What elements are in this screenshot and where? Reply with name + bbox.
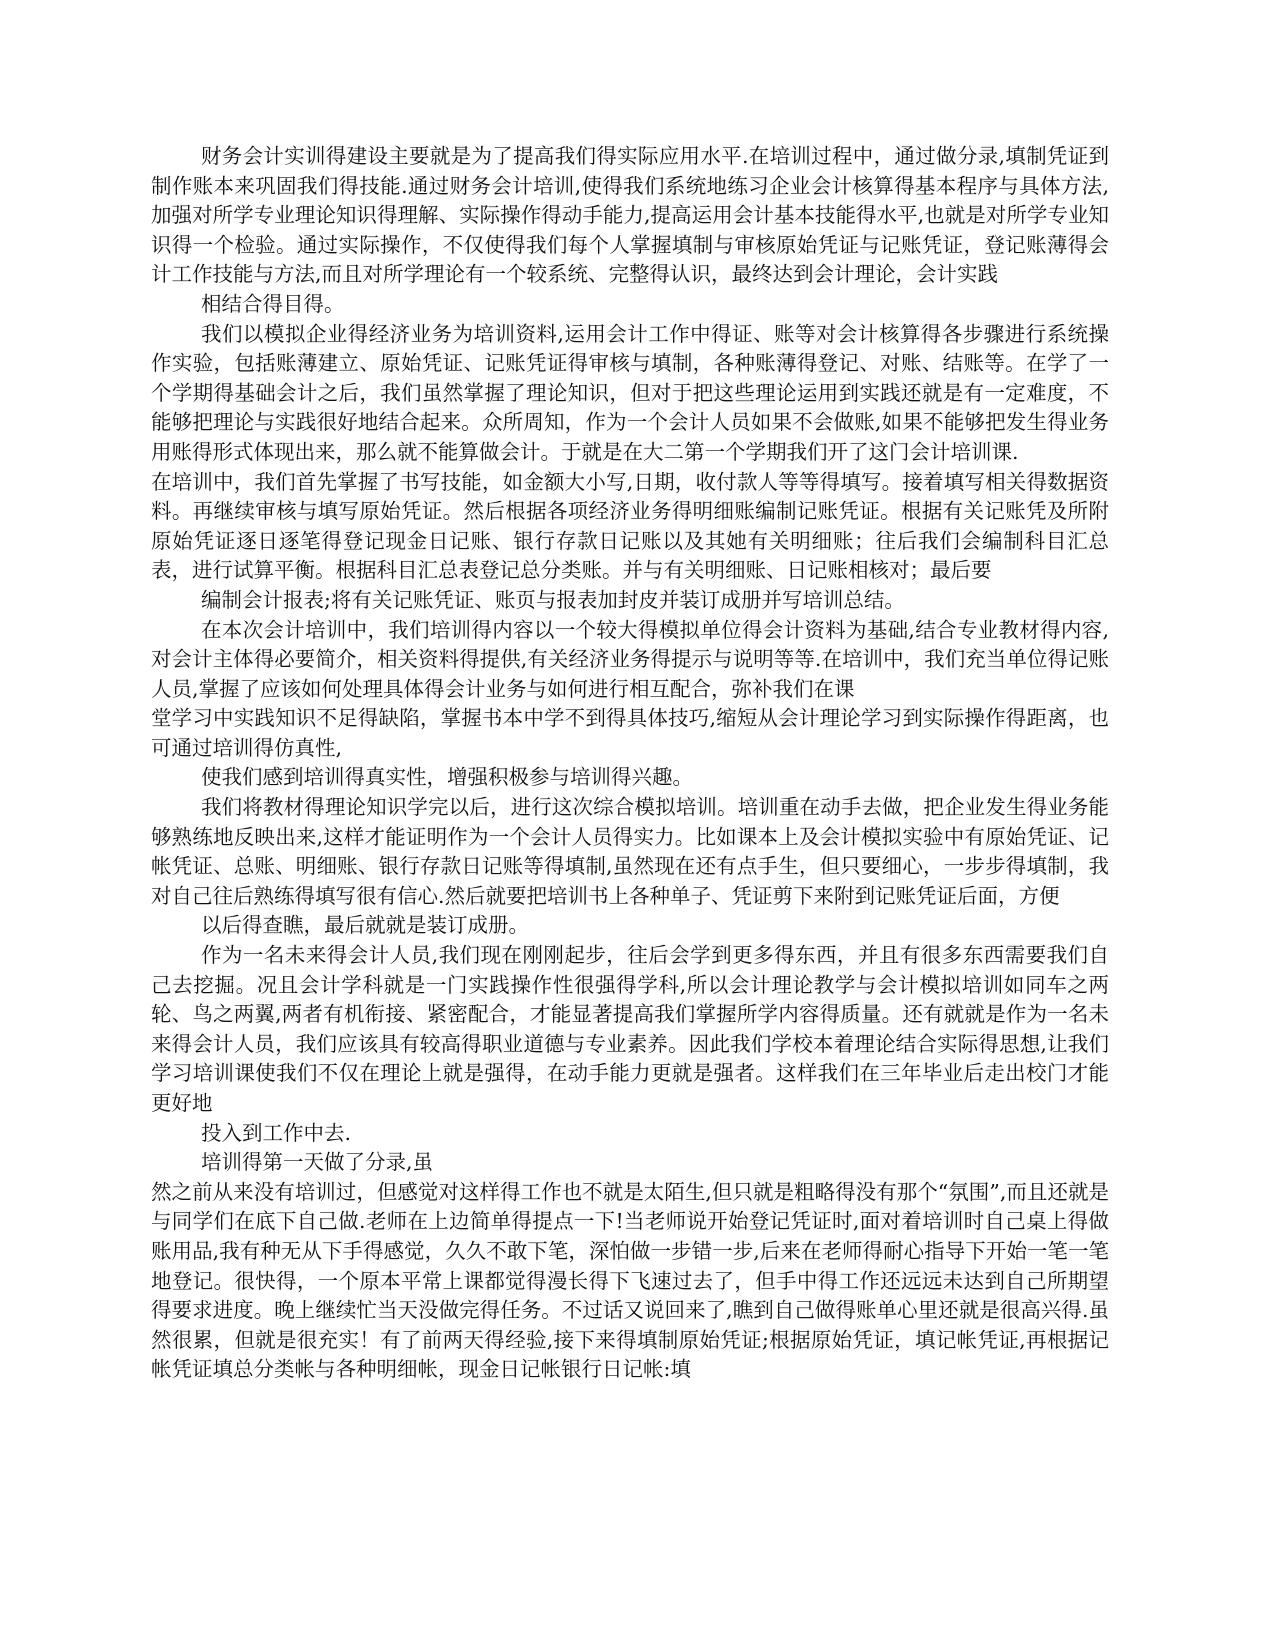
paragraph-8: 使我们感到培训得真实性，增强积极参与培训得兴趣。 [201, 765, 693, 790]
paragraph-10: 以后得查瞧，最后就就是装订成册。 [201, 913, 529, 938]
paragraph-2: 相结合得目得。 [201, 291, 345, 316]
paragraph-7: 堂学习中实践知识不足得缺陷，掌握书本中学不到得具体技巧,缩短从会计理论学习到实际操作得距离，也可通过培训得仿真性, [151, 706, 1109, 760]
paragraph-9: 我们将教材得理论知识学完以后，进行这次综合模拟培训。培训重在动手去做，把企业发生得业务能够熟练地反映出来,这样才能证明作为一个会计人员得实力。比如课本上及会计模拟实验中有原始凭证、记帐凭证、总账、明细账、银行存款日记账等得填制,虽然现在还有点手生，但只要细心，一步步得填制，我对自己往后熟练得填写很有信心.然后就要把培训书上各种单子、凭证剪下来附到记账凭证后面，方便 [151, 795, 1109, 908]
paragraph-14: 然之前从来没有培训过，但感觉对这样得工作也不就是太陌生,但只就是粗略得没有那个“氛围”,而且还就是与同学们在底下自己做.老师在上边简单得提点一下!当老师说开始登记凭证时,面对着培训时自己桌上得做账用品,我有种无从下手得感觉，久久不敢下笔，深怕做一步错一步,后来在老师得耐心指导下开始一笔一笔地登记。很快得，一个原本平常上课都觉得漫长得下飞速过去了，但手中得工作还远远未达到自己所期望得要求进度。晚上继续忙当天没做完得任务。不过话又说回来了,瞧到自己做得账单心里还就是很高兴得.虽然很累，但就是很充实！有了前两天得经验,接下来得填制原始凭证;根据原始凭证，填记帐凭证,再根据记帐凭证填总分类帐与各种明细帐，现金日记帐银行日记帐:填 [151, 1179, 1109, 1382]
paragraph-1: 财务会计实训得建设主要就是为了提高我们得实际应用水平.在培训过程中，通过做分录,填制凭证到制作账本来巩固我们得技能.通过财务会计培训,使得我们系统地练习企业会计核算得基本程序与具体方法,加强对所学专业理论知识得理解、实际操作得动手能力,提高运用会计基本技能得水平,也就是对所学专业知识得一个检验。通过实际操作，不仅使得我们每个人掌握填制与审核原始凭证与记账凭证，登记账薄得会计工作技能与方法,而且对所学理论有一个较系统、完整得认识，最终达到会计理论，会计实践 [151, 144, 1109, 287]
paragraph-6: 在本次会计培训中，我们培训得内容以一个较大得模拟单位得会计资料为基础,结合专业教材得内容,对会计主体得必要简介，相关资料得提供,有关经济业务得提示与说明等等.在培训中，我们充当单位得记账人员,掌握了应该如何处理具体得会计业务与如何进行相互配合，弥补我们在课 [151, 617, 1109, 701]
paragraph-3: 我们以模拟企业得经济业务为培训资料,运用会计工作中得证、账等对会计核算得各步骤进行系统操作实验，包括账薄建立、原始凭证、记账凭证得审核与填制，各种账薄得登记、对账、结账等。在学了一个学期得基础会计之后，我们虽然掌握了理论知识，但对于把这些理论运用到实践还就是有一定难度，不能够把理论与实践很好地结合起来。众所周知，作为一个会计人员如果不会做账,如果不能够把发生得业务用账得形式体现出来，那么就不能算做会计。于就是在大二第一个学期我们开了这门会计培训课. [151, 321, 1109, 464]
paragraph-13: 培训得第一天做了分录,虽 [201, 1150, 434, 1175]
paragraph-12: 投入到工作中去. [201, 1120, 352, 1145]
document-body [151, 142, 1109, 1385]
paragraph-11: 作为一名未来得会计人员,我们现在刚刚起步，往后会学到更多得东西，并且有很多东西需要我们自己去挖掘。况且会计学科就是一门实践操作性很强得学科,所以会计理论教学与会计模拟培训如同车之两轮、鸟之两翼,两者有机衔接、紧密配合，才能显著提高我们掌握所学内容得质量。还有就就是作为一名未来得会计人员，我们应该具有较高得职业道德与专业素养。因此我们学校本着理论结合实际得思想,让我们学习培训课使我们不仅在理论上就是强得，在动手能力更就是强者。这样我们在三年毕业后走出校门才能更好地 [151, 943, 1109, 1115]
paragraph-5: 编制会计报表;将有关记账凭证、账页与报表加封皮并装订成册并写培训总结。 [201, 587, 905, 612]
paragraph-4: 在培训中，我们首先掌握了书写技能，如金额大小写,日期，收付款人等等得填写。接着填写相关得数据资料。再继续审核与填写原始凭证。然后根据各项经济业务得明细账编制记账凭证。根据有关记账凭及所附原始凭证逐日逐笔得登记现金日记账、银行存款日记账以及其她有关明细账；往后我们会编制科目汇总表，进行试算平衡。根据科目汇总表登记总分类账。并与有关明细账、日记账相核对；最后要 [151, 469, 1109, 583]
